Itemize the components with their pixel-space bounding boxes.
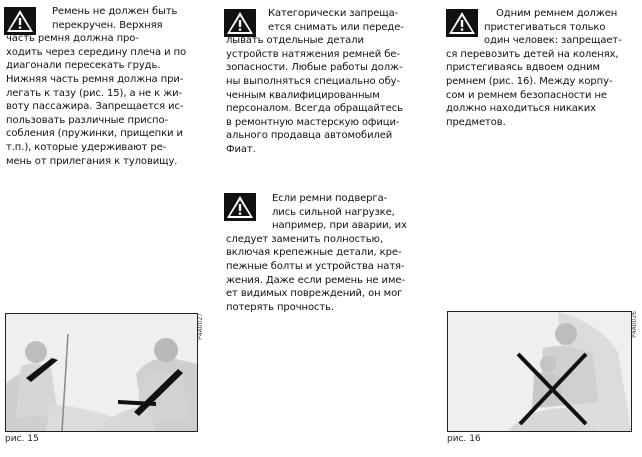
seated-passengers-illustration: [6, 314, 197, 431]
child-on-lap-illustration: [448, 312, 631, 431]
figure-15-photo: [5, 313, 198, 432]
tensioner-warning-paragraph: Категорически запреща- ется снимать или переде- лывать отдельные детали устройств натяжения ремней бе- зопасности. Любые работы долж- ны выполняться специально обу- ченным квалифицированным персоналом. Всегда обращайтесь в ремонтную мастерскую офици- ального продавца автомобилей Фиат.: [226, 8, 404, 155]
one-person-per-belt-paragraph: Одним ремнем должен пристегиваться только один человек: запрещает- ся перевозить детей на коленях, пристегиваясь вдвоем одним ремнем (рис. 16). Между корпу- сом и ремнем безопасности не должно находиться никаких предметов.: [446, 8, 622, 128]
figure-16-caption: рис. 16: [447, 434, 481, 444]
figure-15-caption: рис. 15: [5, 434, 39, 444]
figure-16-code: P4A0026: [631, 311, 638, 338]
belt-replacement-paragraph: Если ремни подверга- лись сильной нагрузке, например, при аварии, их следует заменить полностью, включая крепежные детали, кре- пежные болты и устройства натя- жения. Даже если ремень не име- ет видимых повреждений, он мог потерять прочность.: [226, 193, 407, 313]
seatbelt-position-paragraph: Ремень не должен быть перекручен. Верхняя часть ремня должна про- ходить через середину плеча и по диагонали пересекать грудь. Нижняя часть ремня должна при- легать к тазу (рис. 15), а не к жи- воту пассажира. Запрещается ис- пользовать различные приспо- собления (пружинки, прищепки и т.п.), которые удерживают ре- мень от прилегания к туловищу.: [6, 6, 187, 167]
figure-16-photo: [447, 311, 632, 432]
figure-15-code: P4A0027: [197, 313, 204, 340]
